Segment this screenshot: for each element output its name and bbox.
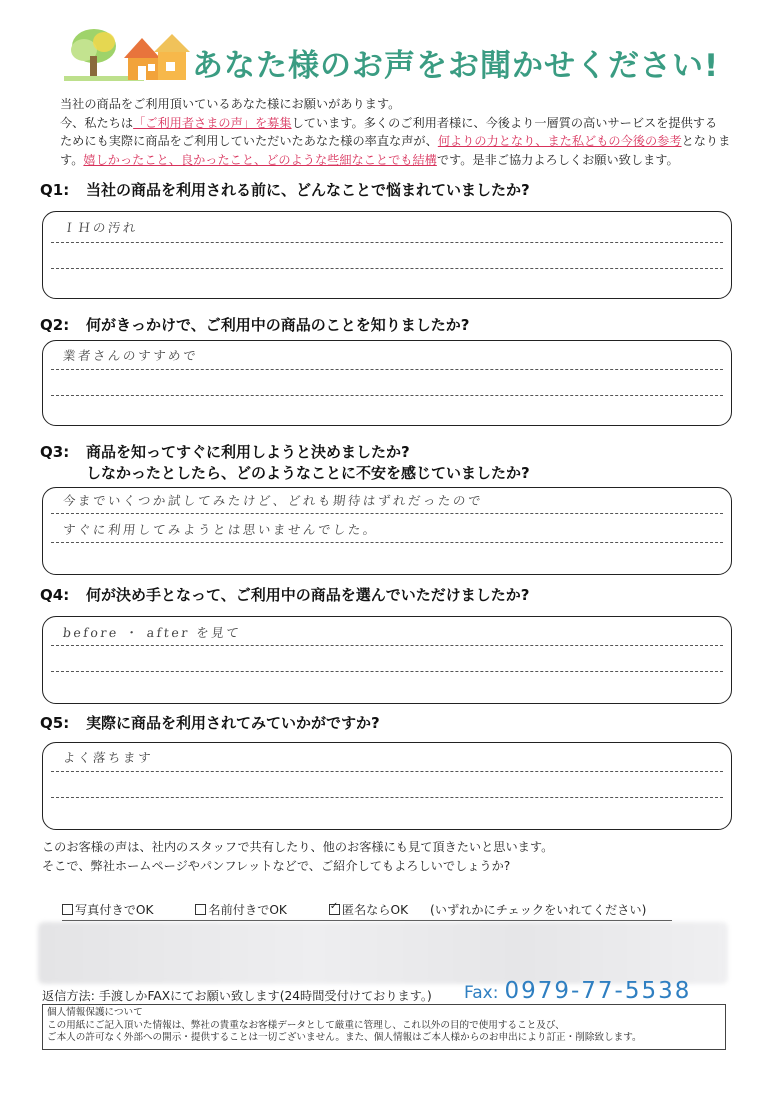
answer-text: before ・ after を見て <box>62 625 243 640</box>
answer-box-4[interactable] <box>42 616 732 704</box>
answer-text: よく落ちます <box>62 750 154 765</box>
consent-instruction: (いずれかにチェックをいれてください) <box>430 903 647 917</box>
answer-box-5[interactable] <box>42 742 732 830</box>
consent-anonymous-ok[interactable]: ✓ 匿名ならOK <box>329 901 408 918</box>
checkbox-icon <box>62 904 73 915</box>
question-3-line2: しなかったとしたら、どのようなことに不安を感じていましたか? <box>86 464 530 482</box>
redacted-customer-info <box>38 922 728 984</box>
answer-box-2[interactable] <box>42 340 732 426</box>
question-4: Q4: 何が決め手となって、ご利用中の商品を選んでいただけましたか? <box>40 586 530 604</box>
intro-line: ためにも実際に商品をご利用していただいたあなた様の率直な声が、何よりの力となり、また私どもの今後の参考となりま <box>60 134 731 148</box>
checked-checkbox-icon <box>329 904 340 915</box>
answer-box-1[interactable] <box>42 211 732 299</box>
logo-tree-house <box>64 28 194 84</box>
reply-method: 返信方法: 手渡しかFAXにてお願い致します(24時間受付けております。) <box>42 989 432 1003</box>
intro-text <box>60 95 740 169</box>
consent-photo-ok[interactable]: 写真付きでOK <box>62 901 154 918</box>
question-5: Q5: 実際に商品を利用されてみていかがですか? <box>40 714 380 732</box>
checkbox-icon <box>195 904 206 915</box>
question-1: Q1: 当社の商品を利用される前に、どんなことで悩まれていましたか? <box>40 181 530 199</box>
intro-line: 当社の商品をご利用頂いているあなた様にお願いがあります。 <box>60 97 401 111</box>
page-title: あなた様のお声をお聞かせください! <box>192 48 720 84</box>
answer-text: 業者さんのすすめで <box>62 348 199 363</box>
answer-text: 今までいくつか試してみたけど、どれも期待はずれだったので <box>62 493 484 508</box>
answer-text: ＩＨの汚れ <box>62 220 139 235</box>
answer-box-3[interactable] <box>42 487 732 575</box>
consent-name-ok[interactable]: 名前付きでOK <box>195 901 287 918</box>
answer-text: すぐに利用してみようとは思いませんでした。 <box>62 522 379 537</box>
consent-options <box>62 901 672 921</box>
intro-line: す。嬉しかったこと、良かったこと、どのような些細なことでも結構です。是非ご協力よろしくお願い致します。 <box>60 152 679 167</box>
share-note: このお客様の声は、社内のスタッフで共有したり、他のお客様にも見て頂きたいと思います。 そこで、弊社ホームページやパンフレットなどで、ご紹介してもよろしいでしょうか? <box>42 840 554 873</box>
question-3: Q3: 商品を知ってすぐに利用しようと決めましたか? <box>40 443 410 461</box>
intro-line: 今、私たちは「ご利用者さまの声」を募集しています。多くのご利用者様に、今後より一層質の高いサービスを提供する <box>60 115 718 130</box>
privacy-notice: 個人情報保護について この用紙にご記入頂いた情報は、弊社の貴重なお客様データとして厳重に管理し、これ以外の目的で使用すること及び、 ご本人の許可なく外部への開示・提供することは一切ございません。また、個人情報はご本人様からのお申出により訂正・削除致します。 <box>42 1004 726 1050</box>
question-2: Q2: 何がきっかけで、ご利用中の商品のことを知りましたか? <box>40 316 470 334</box>
fax-number: Fax: 0979-77-5538 <box>464 978 692 1004</box>
